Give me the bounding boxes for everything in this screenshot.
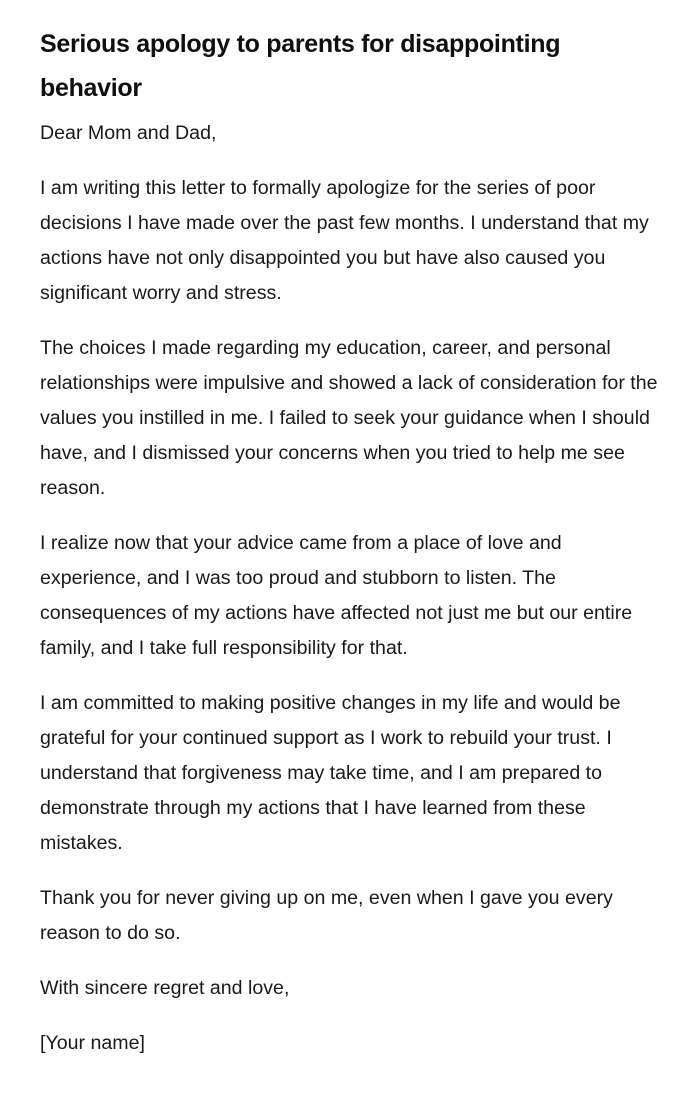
letter-closing: With sincere regret and love, [40,977,290,999]
letter-paragraph-2: The choices I made regarding my education, career, and personal relationships were impulsive and showed a lack of consideration for the values you instilled in me. I failed to seek your guidance when I should have, and I dismissed your concerns when you tried to help me see reason. [40,337,658,499]
letter-greeting: Dear Mom and Dad, [40,122,217,144]
letter-paragraph-4: I am committed to making positive changes in my life and would be grateful for your continued support as I work to rebuild your trust. I understand that forgiveness may take time, and I am prepared to demonstrate through my actions that I have learned from these mistakes. [40,692,621,854]
page-title: Serious apology to parents for disappointing behavior [40,30,561,102]
letter-signature: [Your name] [40,1032,145,1054]
letter-paragraph-1: I am writing this letter to formally apologize for the series of poor decisions I have made over the past few months. I understand that my actions have not only disappointed you but have also caused you significant worry and stress. [40,177,649,304]
letter-paragraph-5: Thank you for never giving up on me, even when I gave you every reason to do so. [40,887,613,944]
letter-paragraph-3: I realize now that your advice came from a place of love and experience, and I was too proud and stubborn to listen. The consequences of my actions have affected not just me but our entire family, and I take full responsibility for that. [40,532,633,659]
